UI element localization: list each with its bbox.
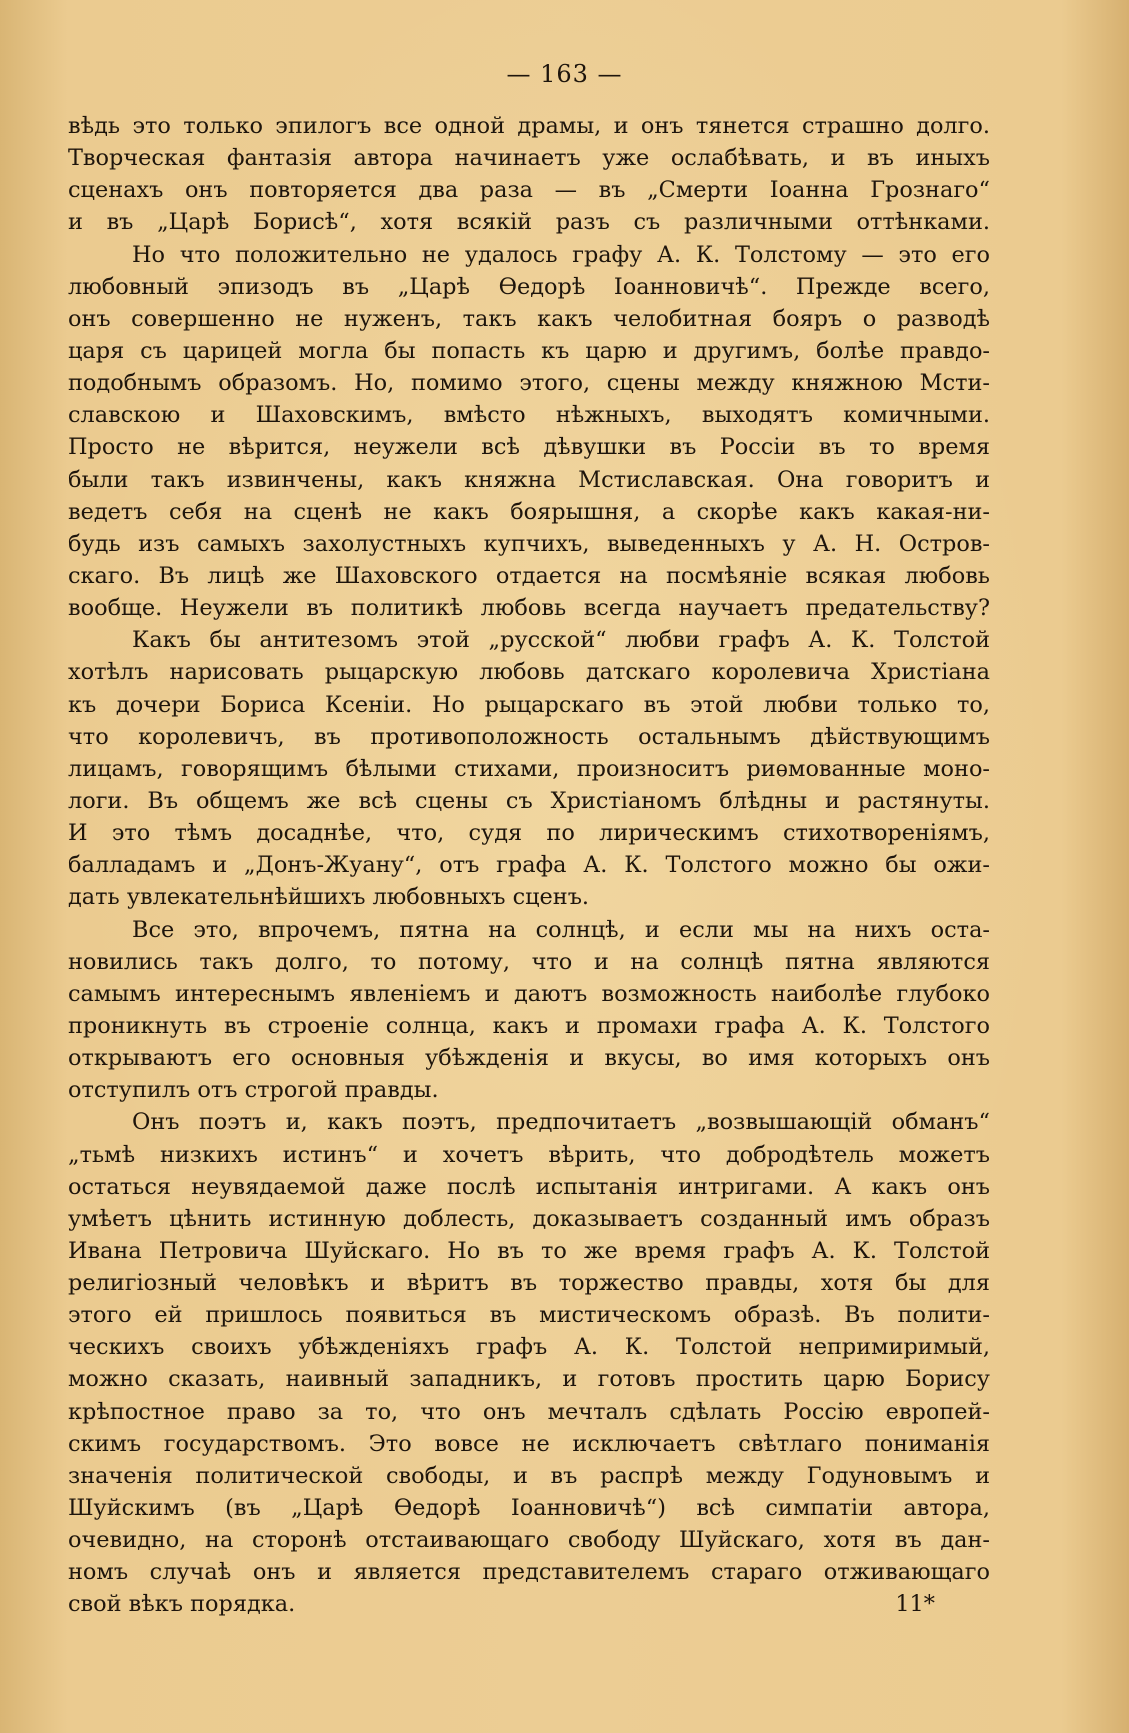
- text-line: любовный эпизодъ въ „Царѣ Ѳедорѣ Іоанновичѣ“. Прежде всего,: [68, 273, 990, 300]
- text-line: самымъ интереснымъ явленіемъ и даютъ возможность наиболѣе глубоко: [68, 980, 990, 1007]
- text-line: крѣпостное право за то, что онъ мечталъ сдѣлать Россію европей-: [68, 1398, 990, 1425]
- page-number: — 163 —: [506, 60, 623, 88]
- text-line: логи. Въ общемъ же всѣ сцены съ Христіаномъ блѣдны и растянуты.: [68, 787, 990, 814]
- text-line: очевидно, на сторонѣ отстаивающаго свободу Шуйскаго, хотя въ дан-: [68, 1527, 990, 1554]
- text-line: „тьмѣ низкихъ истинъ“ и хочетъ вѣрить, что добродѣтель можетъ: [68, 1141, 990, 1168]
- text-line: Какъ бы антитезомъ этой „русской“ любви графъ А. К. Толстой: [132, 627, 990, 654]
- text-line: ведетъ себя на сценѣ не какъ боярышня, а скорѣе какъ какая-ни-: [68, 498, 990, 525]
- text-line: царя съ царицей могла бы попасть къ царю и другимъ, болѣе правдо-: [68, 337, 990, 364]
- text-line: подобнымъ образомъ. Но, помимо этого, сцены между княжною Мсти-: [68, 370, 990, 397]
- text-line: можно сказать, наивный западникъ, и готовъ простить царю Борису: [68, 1366, 990, 1393]
- text-line: И это тѣмъ досаднѣе, что, судя по лирическимъ стихотвореніямъ,: [68, 820, 990, 847]
- text-line: хотѣлъ нарисовать рыцарскую любовь датскаго королевича Христіана: [68, 659, 990, 686]
- text-line: номъ случаѣ онъ и является представителемъ стараго отживающаго: [68, 1559, 990, 1586]
- text-line: Шуйскимъ (въ „Царѣ Ѳедорѣ Іоанновичѣ“) всѣ симпатіи автора,: [68, 1495, 990, 1522]
- text-line: ческихъ своихъ убѣжденіяхъ графъ А. К. Толстой непримиримый,: [68, 1334, 990, 1361]
- text-line: открываютъ его основныя убѣжденія и вкусы, во имя которыхъ онъ: [68, 1045, 990, 1072]
- text-line: онъ совершенно не нуженъ, такъ какъ челобитная бояръ о разводѣ: [68, 305, 990, 332]
- text-line: свой вѣкъ порядка. 11*: [68, 1588, 990, 1620]
- text-line: лицамъ, говорящимъ бѣлыми стихами, произноситъ риѳмованные моно-: [68, 755, 990, 782]
- text-line: значенія политической свободы, и въ распрѣ между Годуновымъ и: [68, 1462, 990, 1489]
- text-line: что королевичъ, въ противоположность остальнымъ дѣйствующимъ: [68, 723, 990, 750]
- text-line: дать увлекательнѣйшихъ любовныхъ сценъ.: [68, 884, 590, 911]
- text-line: Ивана Петровича Шуйскаго. Но въ то же время графъ А. К. Толстой: [68, 1237, 990, 1264]
- text-line: будь изъ самыхъ захолустныхъ купчихъ, выведенныхъ у А. Н. Остров-: [68, 530, 990, 557]
- text-line: этого ей пришлось появиться въ мистическомъ образѣ. Въ полити-: [68, 1302, 990, 1329]
- text-line: были такъ извинчены, какъ княжна Мстиславская. Она говоритъ и: [68, 466, 990, 493]
- text-line: остаться неувядаемой даже послѣ испытанія интригами. А какъ онъ: [68, 1173, 990, 1200]
- text-line: Но что положительно не удалось графу А. К. Толстому — это его: [132, 241, 990, 268]
- text-line: Все это, впрочемъ, пятна на солнцѣ, и если мы на нихъ оста-: [132, 916, 990, 943]
- text-line: умѣетъ цѣнить истинную доблесть, доказываетъ созданный имъ образъ: [68, 1205, 990, 1232]
- text-line: новились такъ долго, то потому, что и на солнцѣ пятна являются: [68, 948, 990, 975]
- text-line: вѣдь это только эпилогъ все одной драмы, и онъ тянется страшно долго.: [68, 113, 990, 139]
- text-line: проникнуть въ строеніе солнца, какъ и промахи графа А. К. Толстого: [68, 1012, 990, 1039]
- text-line: отступилъ отъ строгой правды.: [68, 1077, 439, 1104]
- text-line: сценахъ онъ повторяется два раза — въ „Смерти Іоанна Грознаго“: [68, 177, 990, 204]
- text-line: балладамъ и „Донъ-Жуану“, отъ графа А. К. Толстого можно бы ожи-: [68, 852, 990, 879]
- text-line: вообще. Неужели въ политикѣ любовь всегда научаетъ предательству?: [68, 595, 990, 622]
- text-line: къ дочери Бориса Ксеніи. Но рыцарскаго въ этой любви только то,: [68, 691, 990, 718]
- text-line: Просто не вѣрится, неужели всѣ дѣвушки въ Россіи въ то время: [68, 434, 990, 461]
- text-line: славскою и Шаховскимъ, вмѣсто нѣжныхъ, выходятъ комичными.: [68, 402, 990, 429]
- text-line: и въ „Царѣ Борисѣ“, хотя всякій разъ съ различными оттѣнками.: [68, 209, 990, 236]
- body-text: [68, 110, 990, 1621]
- signature-mark: 11*: [895, 1591, 935, 1618]
- text-line: скаго. Въ лицѣ же Шаховского отдается на посмѣяніе всякая любовь: [68, 562, 990, 589]
- text-line: Творческая фантазія автора начинаетъ уже ослабѣвать, и въ иныхъ: [68, 145, 990, 172]
- text-line: религіозный человѣкъ и вѣритъ въ торжество правды, хотя бы для: [68, 1270, 990, 1297]
- text-line: Онъ поэтъ и, какъ поэтъ, предпочитаетъ „возвышающій обманъ“: [132, 1109, 990, 1136]
- text-line: скимъ государствомъ. Это вовсе не исключаетъ свѣтлаго пониманія: [68, 1430, 990, 1457]
